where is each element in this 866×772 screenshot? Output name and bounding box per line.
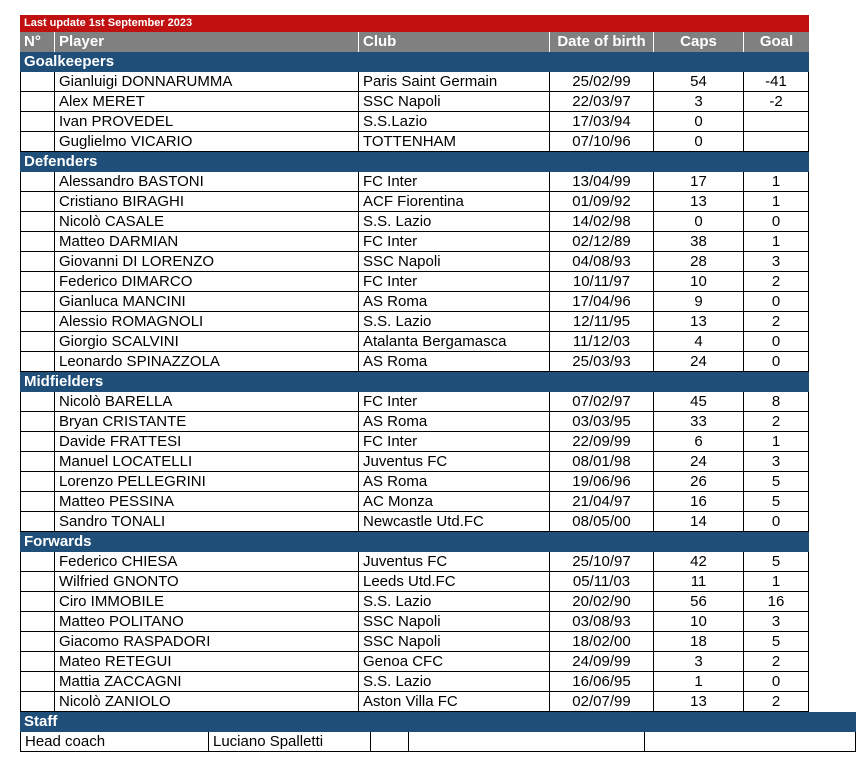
staff-row [20,732,856,752]
cell-goal: 1 [744,572,809,592]
cell-dob: 14/02/98 [550,212,654,232]
cell-num [20,212,55,232]
cell-dob: 10/11/97 [550,272,654,292]
cell-dob: 01/09/92 [550,192,654,212]
table-row [20,272,809,292]
cell-goal: 0 [744,292,809,312]
cell-player: Leonardo SPINAZZOLA [55,352,359,372]
table-row [20,132,809,152]
cell-player: Davide FRATTESI [55,432,359,452]
cell-num [20,652,55,672]
table-row [20,472,809,492]
cell-player: Manuel LOCATELLI [55,452,359,472]
cell-caps: 11 [654,572,744,592]
cell-player: Giorgio SCALVINI [55,332,359,352]
cell-dob: 25/10/97 [550,552,654,572]
cell-club: Genoa CFC [359,652,550,672]
cell-num [20,192,55,212]
cell-caps: 10 [654,612,744,632]
cell-club: SSC Napoli [359,252,550,272]
cell-club: S.S. Lazio [359,312,550,332]
cell-club: FC Inter [359,272,550,292]
cell-goal: 8 [744,392,809,412]
cell-player: Matteo PESSINA [55,492,359,512]
header-date-of-birth: Date of birth [550,32,654,52]
cell-player: Bryan CRISTANTE [55,412,359,432]
cell-club: Aston Villa FC [359,692,550,712]
cell-player: Alessandro BASTONI [55,172,359,192]
table-row [20,592,809,612]
cell-goal: 0 [744,512,809,532]
cell-goal: 5 [744,492,809,512]
cell-player: Cristiano BIRAGHI [55,192,359,212]
cell-caps: 4 [654,332,744,352]
cell-num [20,272,55,292]
cell-num [20,392,55,412]
cell-num [20,592,55,612]
table-row [20,212,809,232]
cell-dob: 20/02/90 [550,592,654,612]
cell-num [20,692,55,712]
cell-goal: 2 [744,652,809,672]
cell-caps: 10 [654,272,744,292]
cell-num [20,332,55,352]
cell-goal: -41 [744,72,809,92]
table-row [20,632,809,652]
table-row [20,552,809,572]
cell-player: Gianluca MANCINI [55,292,359,312]
cell-caps: 17 [654,172,744,192]
section-header-defenders: Defenders [20,152,809,172]
section-header-midfielders: Midfielders [20,372,809,392]
table-header [20,32,809,52]
cell-caps: 14 [654,512,744,532]
cell-num [20,552,55,572]
table-row [20,432,809,452]
cell-club: FC Inter [359,432,550,452]
cell-player: Lorenzo PELLEGRINI [55,472,359,492]
section-header-forwards: Forwards [20,532,809,552]
cell-dob: 24/09/99 [550,652,654,672]
cell-club: AS Roma [359,352,550,372]
cell-player: Ciro IMMOBILE [55,592,359,612]
cell-player: Federico CHIESA [55,552,359,572]
table-row [20,392,809,412]
cell-caps: 3 [654,92,744,112]
cell-dob: 12/11/95 [550,312,654,332]
cell-dob: 18/02/00 [550,632,654,652]
cell-caps: 24 [654,452,744,472]
cell-player: Alex MERET [55,92,359,112]
cell-dob: 22/03/97 [550,92,654,112]
table-row [20,512,809,532]
cell-caps: 26 [654,472,744,492]
cell-dob: 21/04/97 [550,492,654,512]
cell-club: FC Inter [359,392,550,412]
cell-club: Atalanta Bergamasca [359,332,550,352]
section-header-goalkeepers: Goalkeepers [20,52,809,72]
cell-player: Matteo DARMIAN [55,232,359,252]
cell-num [20,172,55,192]
cell-player: Matteo POLITANO [55,612,359,632]
cell-club: Juventus FC [359,452,550,472]
cell-club: AS Roma [359,412,550,432]
cell-goal: 5 [744,552,809,572]
cell-dob: 07/02/97 [550,392,654,412]
last-update-banner: Last update 1st September 2023 [20,15,809,32]
cell-club: AS Roma [359,292,550,312]
table-row [20,72,809,92]
header-club: Club [359,32,550,52]
cell-player: Nicolò ZANIOLO [55,692,359,712]
cell-goal: 0 [744,212,809,232]
cell-goal: 1 [744,192,809,212]
header-caps: Caps [654,32,744,52]
cell-goal: 2 [744,272,809,292]
table-row [20,112,809,132]
section-header-staff: Staff [20,712,856,732]
table-row [20,572,809,592]
cell-caps: 16 [654,492,744,512]
cell-club: SSC Napoli [359,612,550,632]
cell-club: Leeds Utd.FC [359,572,550,592]
cell-club: S.S. Lazio [359,212,550,232]
cell-club: SSC Napoli [359,92,550,112]
cell-caps: 6 [654,432,744,452]
table-row [20,292,809,312]
cell-club: S.S. Lazio [359,592,550,612]
cell-goal: 0 [744,352,809,372]
header-player: Player [55,32,359,52]
cell-caps: 28 [654,252,744,272]
cell-num [20,672,55,692]
cell-num [20,352,55,372]
cell-club: AC Monza [359,492,550,512]
cell-num [20,612,55,632]
cell-caps: 54 [654,72,744,92]
cell-num [20,512,55,532]
cell-dob: 17/03/94 [550,112,654,132]
cell-player: Alessio ROMAGNOLI [55,312,359,332]
cell-goal: 5 [744,472,809,492]
cell-goal [744,132,809,152]
cell-club: FC Inter [359,232,550,252]
cell-club: Newcastle Utd.FC [359,512,550,532]
cell-dob: 02/12/89 [550,232,654,252]
cell-dob: 25/02/99 [550,72,654,92]
cell-goal: 2 [744,312,809,332]
cell-num [20,472,55,492]
cell-num [20,492,55,512]
cell-num [20,132,55,152]
cell-dob: 03/03/95 [550,412,654,432]
table-row [20,352,809,372]
cell-caps: 38 [654,232,744,252]
cell-caps: 0 [654,132,744,152]
cell-caps: 0 [654,212,744,232]
cell-caps: 13 [654,192,744,212]
cell-dob: 17/04/96 [550,292,654,312]
cell-caps: 3 [654,652,744,672]
cell-player: Guglielmo VICARIO [55,132,359,152]
staff-name: Luciano Spalletti [209,732,371,752]
header-number: N° [20,32,55,52]
cell-caps: 56 [654,592,744,612]
cell-club: Juventus FC [359,552,550,572]
cell-num [20,92,55,112]
table-row [20,332,809,352]
cell-dob: 16/06/95 [550,672,654,692]
cell-club: TOTTENHAM [359,132,550,152]
cell-caps: 33 [654,412,744,432]
cell-dob: 22/09/99 [550,432,654,452]
cell-club: ACF Fiorentina [359,192,550,212]
cell-num [20,572,55,592]
cell-club: AS Roma [359,472,550,492]
table-row [20,612,809,632]
staff-empty-cell [409,732,645,752]
cell-goal: 1 [744,232,809,252]
cell-caps: 18 [654,632,744,652]
cell-goal: 0 [744,672,809,692]
cell-goal [744,112,809,132]
cell-caps: 13 [654,692,744,712]
table-row [20,92,809,112]
table-row [20,252,809,272]
table-row [20,172,809,192]
cell-num [20,252,55,272]
cell-player: Giacomo RASPADORI [55,632,359,652]
cell-player: Nicolò CASALE [55,212,359,232]
cell-player: Federico DIMARCO [55,272,359,292]
cell-club: Paris Saint Germain [359,72,550,92]
cell-goal: 3 [744,252,809,272]
cell-num [20,312,55,332]
cell-club: SSC Napoli [359,632,550,652]
cell-num [20,232,55,252]
cell-dob: 08/01/98 [550,452,654,472]
cell-club: S.S.Lazio [359,112,550,132]
cell-caps: 0 [654,112,744,132]
cell-caps: 1 [654,672,744,692]
cell-dob: 08/05/00 [550,512,654,532]
cell-dob: 04/08/93 [550,252,654,272]
table-row [20,412,809,432]
cell-caps: 13 [654,312,744,332]
cell-dob: 25/03/93 [550,352,654,372]
cell-num [20,412,55,432]
cell-num [20,452,55,472]
table-row [20,192,809,212]
cell-club: FC Inter [359,172,550,192]
cell-goal: 2 [744,412,809,432]
cell-player: Nicolò BARELLA [55,392,359,412]
staff-empty-cell [371,732,409,752]
cell-player: Mateo RETEGUI [55,652,359,672]
cell-dob: 07/10/96 [550,132,654,152]
cell-goal: 3 [744,452,809,472]
cell-goal: 1 [744,172,809,192]
table-row [20,492,809,512]
cell-num [20,112,55,132]
table-row [20,452,809,472]
cell-goal: -2 [744,92,809,112]
cell-num [20,72,55,92]
staff-empty-cell [645,732,856,752]
cell-goal: 5 [744,632,809,652]
cell-num [20,432,55,452]
header-goal: Goal [759,33,794,50]
cell-dob: 03/08/93 [550,612,654,632]
cell-player: Sandro TONALI [55,512,359,532]
cell-goal: 1 [744,432,809,452]
cell-goal: 3 [744,612,809,632]
cell-dob: 02/07/99 [550,692,654,712]
cell-club: S.S. Lazio [359,672,550,692]
cell-caps: 42 [654,552,744,572]
cell-player: Gianluigi DONNARUMMA [55,72,359,92]
cell-goal: 0 [744,332,809,352]
cell-player: Wilfried GNONTO [55,572,359,592]
cell-num [20,292,55,312]
table-row [20,232,809,252]
cell-caps: 24 [654,352,744,372]
cell-goal: 16 [744,592,809,612]
cell-goal: 2 [744,692,809,712]
cell-player: Mattia ZACCAGNI [55,672,359,692]
table-row [20,312,809,332]
cell-dob: 19/06/96 [550,472,654,492]
staff-role: Head coach [20,732,209,752]
cell-player: Ivan PROVEDEL [55,112,359,132]
cell-caps: 45 [654,392,744,412]
table-row [20,692,809,712]
cell-dob: 05/11/03 [550,572,654,592]
cell-num [20,632,55,652]
cell-dob: 13/04/99 [550,172,654,192]
table-row [20,652,809,672]
cell-player: Giovanni DI LORENZO [55,252,359,272]
cell-dob: 11/12/03 [550,332,654,352]
cell-caps: 9 [654,292,744,312]
table-row [20,672,809,692]
